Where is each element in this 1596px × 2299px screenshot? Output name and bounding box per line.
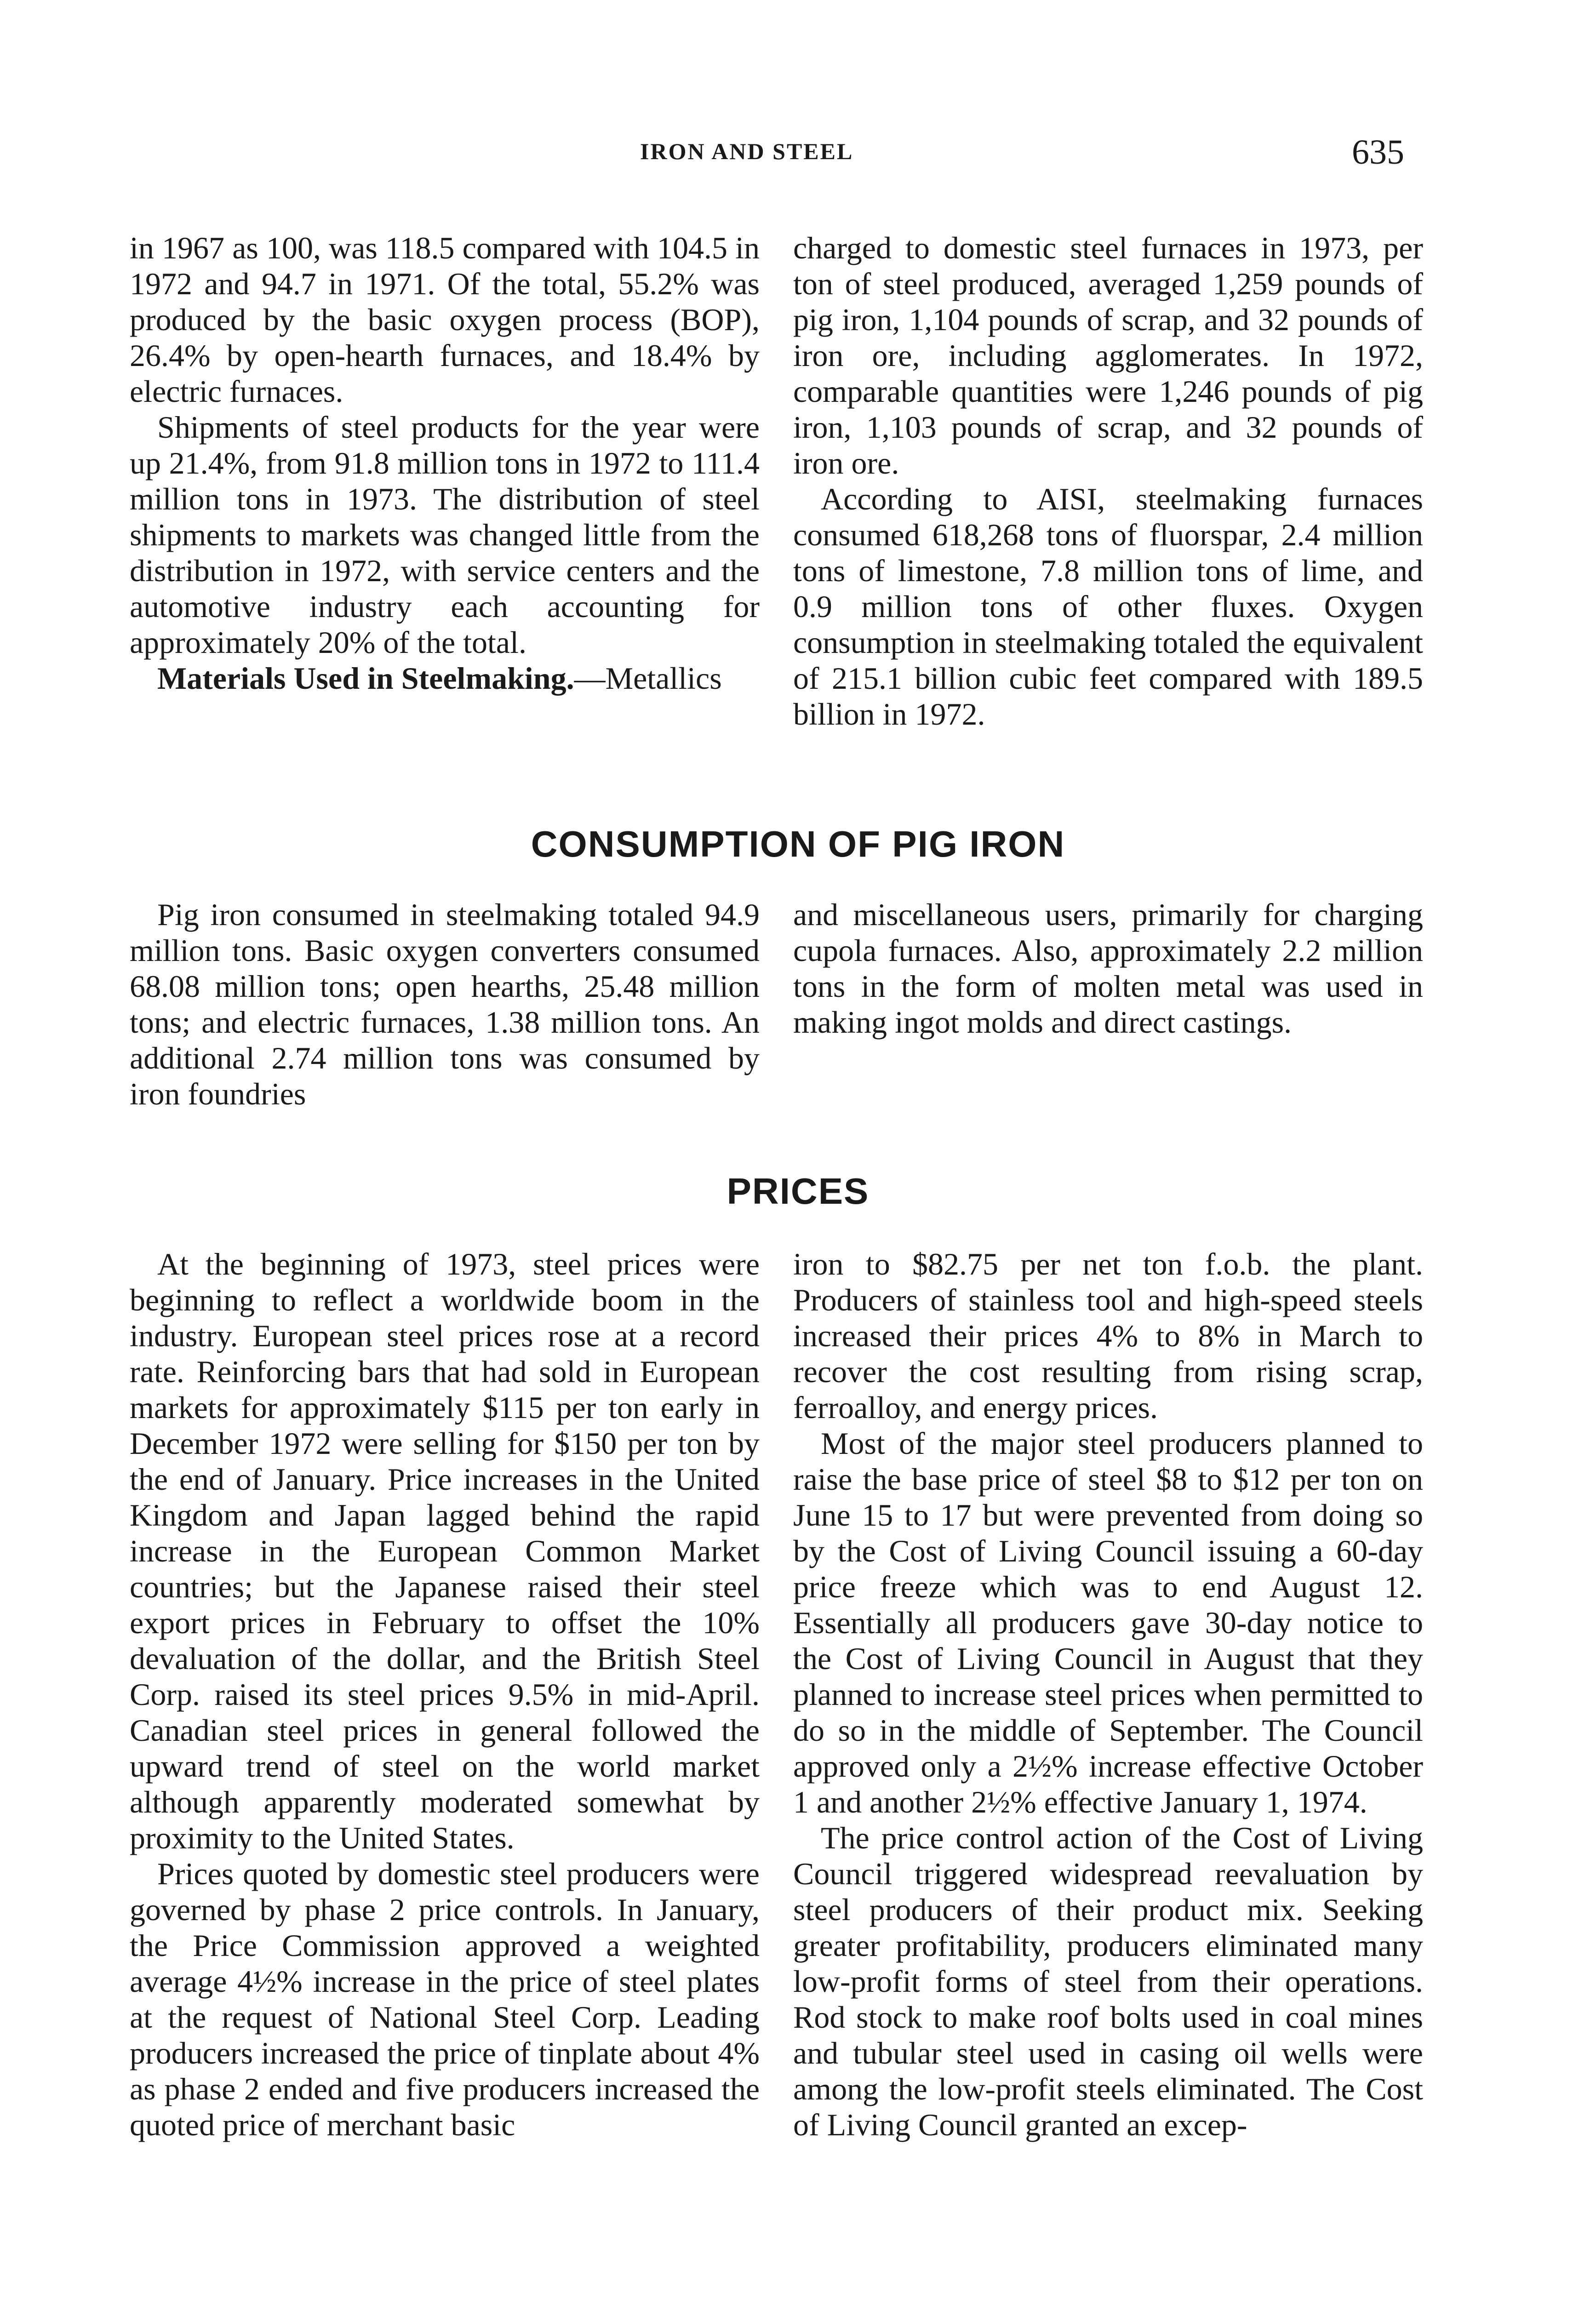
section1-left-column	[130, 230, 760, 696]
section-heading-consumption: CONSUMPTION OF PIG IRON	[531, 824, 1065, 864]
section3-left-column	[130, 1246, 760, 2143]
paragraph: At the beginning of 1973, steel prices were beginning to reflect a worldwide boom in the industry. European steel prices rose at a record rate. Reinforcing bars that had sold in European markets for approximately $115 per ton early in December 1972 were selling for $150 per ton by the end of January. Price increases in the United Kingdom and Japan lagged behind the rapid increase in the European Common Market countries; but the Japanese raised their steel export prices in February to offset the 10% devaluation of the dollar, and the British Steel Corp. raised its steel prices 9.5% in mid-April. Canadian steel prices in general followed the upward trend of steel on the world market although apparently moderated somewhat by proximity to the United States.	[130, 1247, 760, 1855]
paragraph: in 1967 as 100, was 118.5 compared with 104.5 in 1972 and 94.7 in 1971. Of the total, 55.2% was produced by the basic oxygen process (BOP), 26.4% by open-hearth furnaces, and 18.4% by electric furnaces.	[130, 230, 760, 409]
section1-right-column	[793, 230, 1423, 732]
paragraph-text: Shipments of steel products for the year were up 21.4%, from 91.8 million tons in 1972 to 111.4 million tons in 1973. The distribution of steel shipments to markets was changed little from the distribution in 1972, with service centers and the automotive industry each accounting for approximately 20% of the total.	[130, 410, 760, 660]
paragraph: iron to $82.75 per net ton f.o.b. the plant. Producers of stainless tool and high-speed steels increased their prices 4% to 8% in March to recover the cost resulting from rising scrap, ferroalloy, and energy prices.	[793, 1247, 1423, 1425]
page-number: 635	[1352, 133, 1404, 172]
paragraph: According to AISI, steelmaking furnaces consumed 618,268 tons of fluorspar, 2.4 million tons of limestone, 7.8 million tons of lime, and 0.9 million tons of other fluxes. Oxygen consumption in steelmaking totaled the equivalent of 215.1 billion cubic feet compared with 189.5 billion in 1972.	[793, 481, 1423, 732]
running-head: IRON AND STEEL	[640, 138, 854, 164]
paragraph: Pig iron consumed in steelmaking totaled 94.9 million tons. Basic oxygen converters consumed 68.08 million tons; open hearths, 25.48 million tons; and electric furnaces, 1.38 million tons. An additional 2.74 million tons was consumed by iron foundries	[130, 897, 760, 1111]
paragraph: The price control action of the Cost of Living Council triggered widespread reevaluation by steel producers of their product mix. Seeking greater profitability, producers eliminated many low-profit forms of steel from their operations. Rod stock to make roof bolts used in coal mines and tubular steel used in casing oil wells were among the low-profit steels eliminated. The Cost of Living Council granted an excep-	[793, 1820, 1423, 2142]
section2-left-column	[130, 897, 760, 1112]
paragraph-text: —Metallics	[574, 661, 722, 696]
paragraph: and miscellaneous users, primarily for charging cupola furnaces. Also, approximately 2.2 million tons in the form of molten metal was used in making ingot molds and direct castings.	[793, 897, 1423, 1040]
paragraph	[130, 660, 760, 696]
paragraph: charged to domestic steel furnaces in 1973, per ton of steel produced, averaged 1,259 pounds of pig iron, 1,104 pounds of scrap, and 32 pounds of iron ore, including agglomerates. In 1972, comparable quantities were 1,246 pounds of pig iron, 1,103 pounds of scrap, and 32 pounds of iron ore.	[793, 230, 1423, 480]
section3-right-column	[793, 1246, 1423, 2143]
section-heading-prices: PRICES	[726, 1171, 870, 1212]
paragraph	[130, 409, 760, 660]
paragraph: Most of the major steel producers planned to raise the base price of steel $8 to $12 per ton on June 15 to 17 but were prevented from doing so by the Cost of Living Council issuing a 60-day price freeze which was to end August 12. Essentially all producers gave 30-day notice to the Cost of Living Council in August that they planned to increase steel prices when permitted to do so in the middle of September. The Council approved only a 2½% increase effective October 1 and another 2½% effective January 1, 1974.	[793, 1426, 1423, 1819]
section2-right-column	[793, 897, 1423, 1040]
paragraph: Prices quoted by domestic steel producers were governed by phase 2 price controls. In January, the Price Commission approved a weighted average 4½% increase in the price of steel plates at the request of National Steel Corp. Leading producers increased the price of tinplate about 4% as phase 2 ended and five producers increased the quoted price of merchant basic	[130, 1856, 760, 2142]
side-heading: Materials Used in Steelmaking.	[157, 661, 574, 696]
